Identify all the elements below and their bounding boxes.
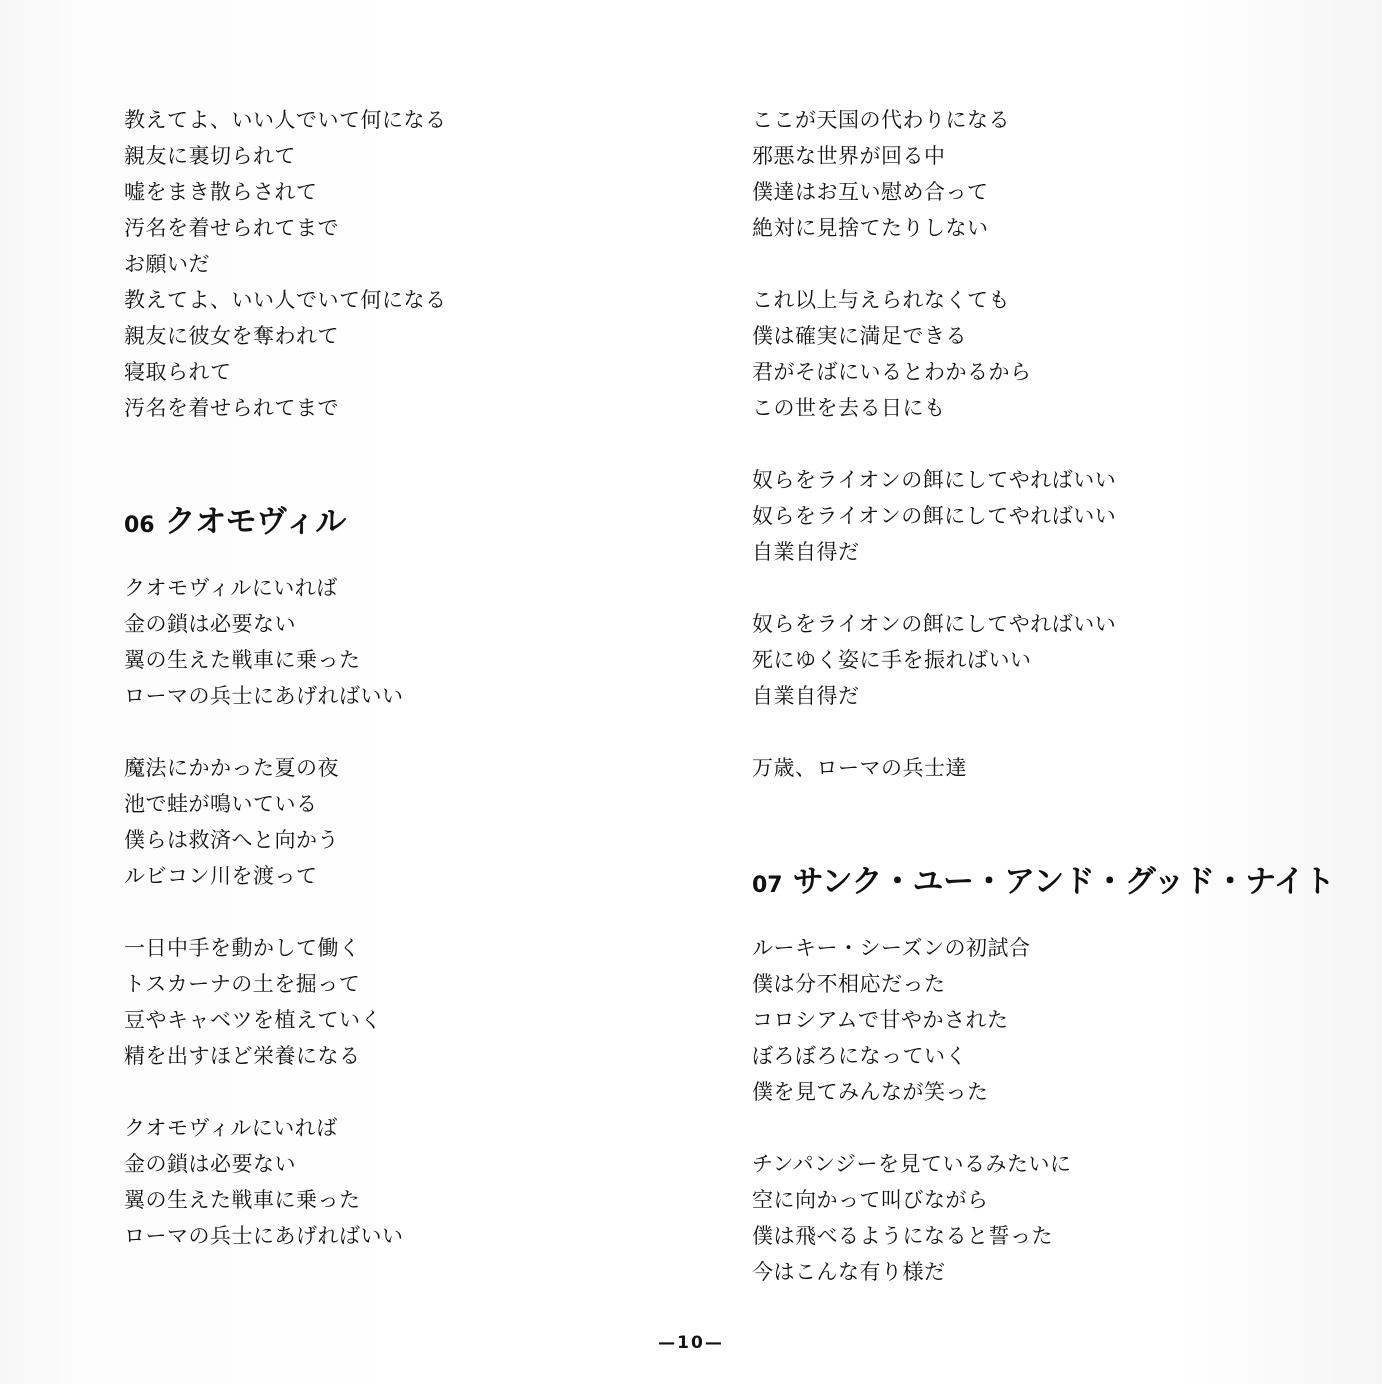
lyric-line: 邪悪な世界が回る中 bbox=[752, 144, 946, 168]
lyric-line: コロシアムで甘やかされた bbox=[752, 1008, 1009, 1032]
lyric-line: 奴らをライオンの餌にしてやればいい bbox=[752, 468, 1117, 492]
lyric-line: 絶対に見捨てたりしない bbox=[752, 216, 989, 240]
song-heading-07 bbox=[752, 862, 1335, 902]
lyric-line: 死にゆく姿に手を振ればいい bbox=[752, 648, 1032, 672]
lyric-line: 池で蛙が鳴いている bbox=[124, 792, 318, 816]
lyric-line: 寝取られて bbox=[124, 360, 232, 384]
lyric-line: 奴らをライオンの餌にしてやればいい bbox=[752, 612, 1117, 636]
lyric-line: ローマの兵士にあげればいい bbox=[124, 684, 404, 708]
lyric-line: 今はこんな有り様だ bbox=[752, 1260, 946, 1284]
lyric-line: クオモヴィルにいれば bbox=[124, 576, 338, 600]
lyric-line: 自業自得だ bbox=[752, 540, 860, 564]
lyric-line: 僕達はお互い慰め合って bbox=[752, 180, 989, 204]
lyric-line: 僕は分不相応だった bbox=[752, 972, 946, 996]
lyric-line: 教えてよ、いい人でいて何になる bbox=[124, 108, 447, 132]
lyric-line: 嘘をまき散らされて bbox=[124, 180, 318, 204]
lyric-line: ローマの兵士にあげればいい bbox=[124, 1224, 404, 1248]
lyric-line: 翼の生えた戦車に乗った bbox=[124, 648, 361, 672]
lyric-line: 金の鎖は必要ない bbox=[124, 1152, 296, 1176]
lyric-line: この世を去る日にも bbox=[752, 396, 946, 420]
lyric-line: 僕らは救済へと向かう bbox=[124, 828, 339, 852]
lyric-line: 僕を見てみんなが笑った bbox=[752, 1080, 989, 1104]
lyric-line: 一日中手を動かして働く bbox=[124, 936, 361, 960]
lyric-line: 汚名を着せられてまで bbox=[124, 216, 339, 240]
lyric-line: ぼろぼろになっていく bbox=[752, 1044, 967, 1068]
lyric-line: 翼の生えた戦車に乗った bbox=[124, 1188, 361, 1212]
lyric-line: 僕は飛べるようになると誓った bbox=[752, 1224, 1053, 1248]
page-number: —10— bbox=[658, 1333, 724, 1353]
lyric-line: 汚名を着せられてまで bbox=[124, 396, 339, 420]
lyric-line: 教えてよ、いい人でいて何になる bbox=[124, 288, 447, 312]
lyric-line: これ以上与えられなくても bbox=[752, 288, 1010, 312]
lyric-line: 金の鎖は必要ない bbox=[124, 612, 296, 636]
lyric-line: ここが天国の代わりになる bbox=[752, 108, 1010, 132]
lyric-line: 君がそばにいるとわかるから bbox=[752, 360, 1032, 384]
lyric-line: ルビコン川を渡って bbox=[124, 864, 318, 888]
lyric-line: 僕は確実に満足できる bbox=[752, 324, 967, 348]
lyric-line: 親友に裏切られて bbox=[124, 144, 296, 168]
lyric-line: 豆やキャベツを植えていく bbox=[124, 1008, 382, 1032]
lyric-line: ルーキー・シーズンの初試合 bbox=[752, 936, 1031, 960]
lyric-line: 奴らをライオンの餌にしてやればいい bbox=[752, 504, 1117, 528]
song-number: 07 bbox=[752, 873, 783, 898]
lyric-line: 精を出すほど栄養になる bbox=[124, 1044, 361, 1068]
song-heading-06 bbox=[124, 502, 346, 542]
song-number: 06 bbox=[124, 513, 155, 538]
lyric-line: クオモヴィルにいれば bbox=[124, 1116, 338, 1140]
song-title: クオモヴィル bbox=[164, 504, 346, 540]
song-title: サンク・ユー・アンド・グッド・ナイト bbox=[792, 864, 1335, 900]
lyric-line: 万歳、ローマの兵士達 bbox=[752, 756, 967, 780]
lyric-line: 自業自得だ bbox=[752, 684, 860, 708]
lyric-line: 親友に彼女を奪われて bbox=[124, 324, 339, 348]
lyric-line: 魔法にかかった夏の夜 bbox=[124, 756, 339, 780]
lyric-line: お願いだ bbox=[124, 252, 210, 276]
lyric-line: チンパンジーを見ているみたいに bbox=[752, 1152, 1072, 1176]
lyric-line: 空に向かって叫びながら bbox=[752, 1188, 989, 1212]
lyric-line: トスカーナの土を掘って bbox=[124, 972, 361, 996]
